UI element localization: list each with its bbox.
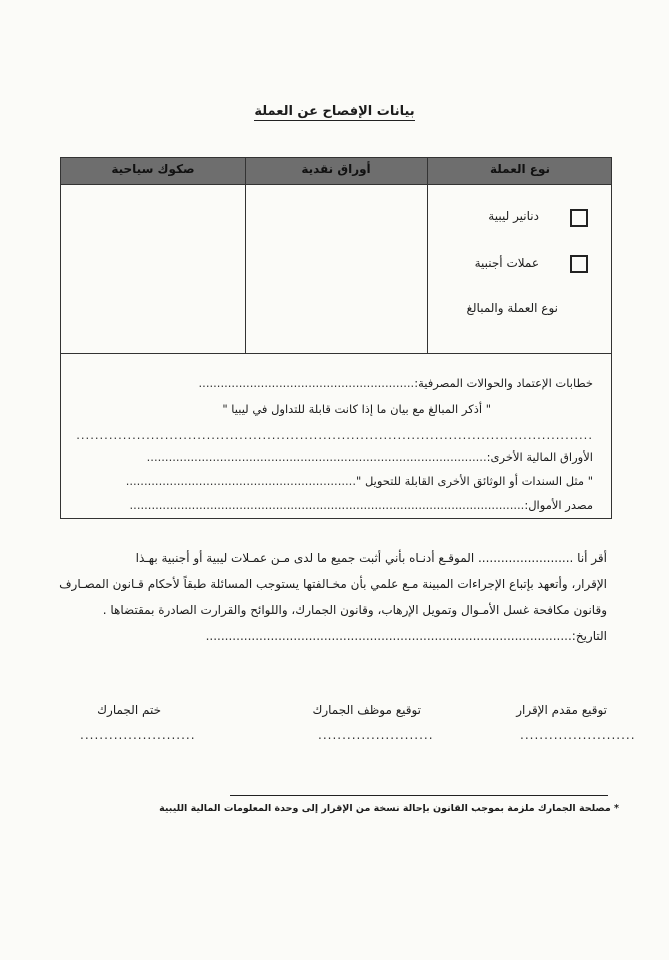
footnote: * مصلحة الجمارك ملزمة بموجب القانون بإحالة نسخة من الإقرار إلى وحدة المعلومات المالية الليبية	[159, 803, 619, 814]
declaration-line-3: وقانون مكافحة غسل الأمـوال وتمويل الإرهاب، وقانون الجمارك، واللوائح والقرارت الصادرة بمقتضاها .	[102, 603, 607, 617]
declarant-signature-field[interactable]: ........................	[520, 728, 636, 742]
officer-signature-field[interactable]: ........................	[318, 728, 434, 742]
credit-note: " أذكر المبالغ مع بيان ما إذا كانت قابلة للتداول في ليبيا "	[222, 402, 491, 416]
table-header	[61, 158, 611, 185]
funds-source-label: مصدر الأموال:	[524, 498, 593, 512]
header-currency-type: نوع العملة	[489, 162, 551, 176]
foreign-currencies-label: عملات أجنبية	[474, 256, 539, 270]
foreign-currencies-checkbox[interactable]	[570, 255, 588, 273]
column-divider	[427, 158, 428, 353]
bonds-field[interactable]: ...............................................................	[125, 474, 356, 488]
funds-source-line	[130, 498, 593, 512]
date-line	[67, 623, 607, 649]
bonds-note: " مثل السندات أو الوثائق الأخرى القابلة للتحويل "	[356, 474, 593, 488]
footnote-divider	[230, 795, 608, 796]
row-divider	[61, 353, 611, 354]
credit-letters-label: خطابات الإعتماد والحوالات المصرفية:	[414, 376, 593, 390]
declaration-line-1: أقر أنا ......................... الموقـع أدنـاه بأني أثبت جميع ما لدى مـن عمـلات ليبية أو أجنبية بهـذا	[135, 551, 607, 565]
funds-source-field[interactable]: ............................................................................................................	[129, 498, 525, 512]
officer-signature-label: توقيع موظف الجمارك	[312, 703, 421, 717]
libyan-dinars-label: دنانير ليبية	[488, 209, 539, 223]
credit-letters-line	[199, 376, 593, 390]
date-label: التاريخ:	[571, 629, 607, 643]
stamp-field[interactable]: ........................	[80, 728, 196, 742]
declaration-paragraph	[59, 545, 607, 649]
header-travelers-cheques: صكوك سياحية	[111, 162, 195, 176]
currency-table	[60, 157, 612, 519]
other-papers-line	[147, 450, 593, 464]
declarant-signature-label: توقيع مقدم الإقرار	[516, 703, 607, 717]
credit-letters-field[interactable]: ...........................................................	[198, 376, 415, 390]
declaration-line-2: الإقرار، وأتعهد بإتباع الإجراءات المبينة مـع علمي بأن مخـالفتها يستوجب المسائلة طبقاً لأحكام قـانون المصـارف	[59, 577, 607, 591]
column-divider	[245, 158, 246, 353]
date-field[interactable]: ................................................................................................	[205, 629, 572, 643]
type-and-amounts-label: نوع العملة والمبالغ	[466, 301, 558, 315]
credit-extra-field[interactable]: ...............................................................................................................	[76, 428, 593, 442]
stamp-label: ختم الجمارك	[97, 703, 161, 717]
page-title: بيانات الإفصاح عن العملة	[254, 104, 415, 119]
header-cash-notes: أوراق نقدية	[301, 162, 371, 176]
other-papers-field[interactable]: .............................................................................................	[146, 450, 487, 464]
libyan-dinars-checkbox[interactable]	[570, 209, 588, 227]
bonds-line	[126, 474, 593, 488]
other-papers-label: الأوراق المالية الأخرى:	[486, 450, 593, 464]
